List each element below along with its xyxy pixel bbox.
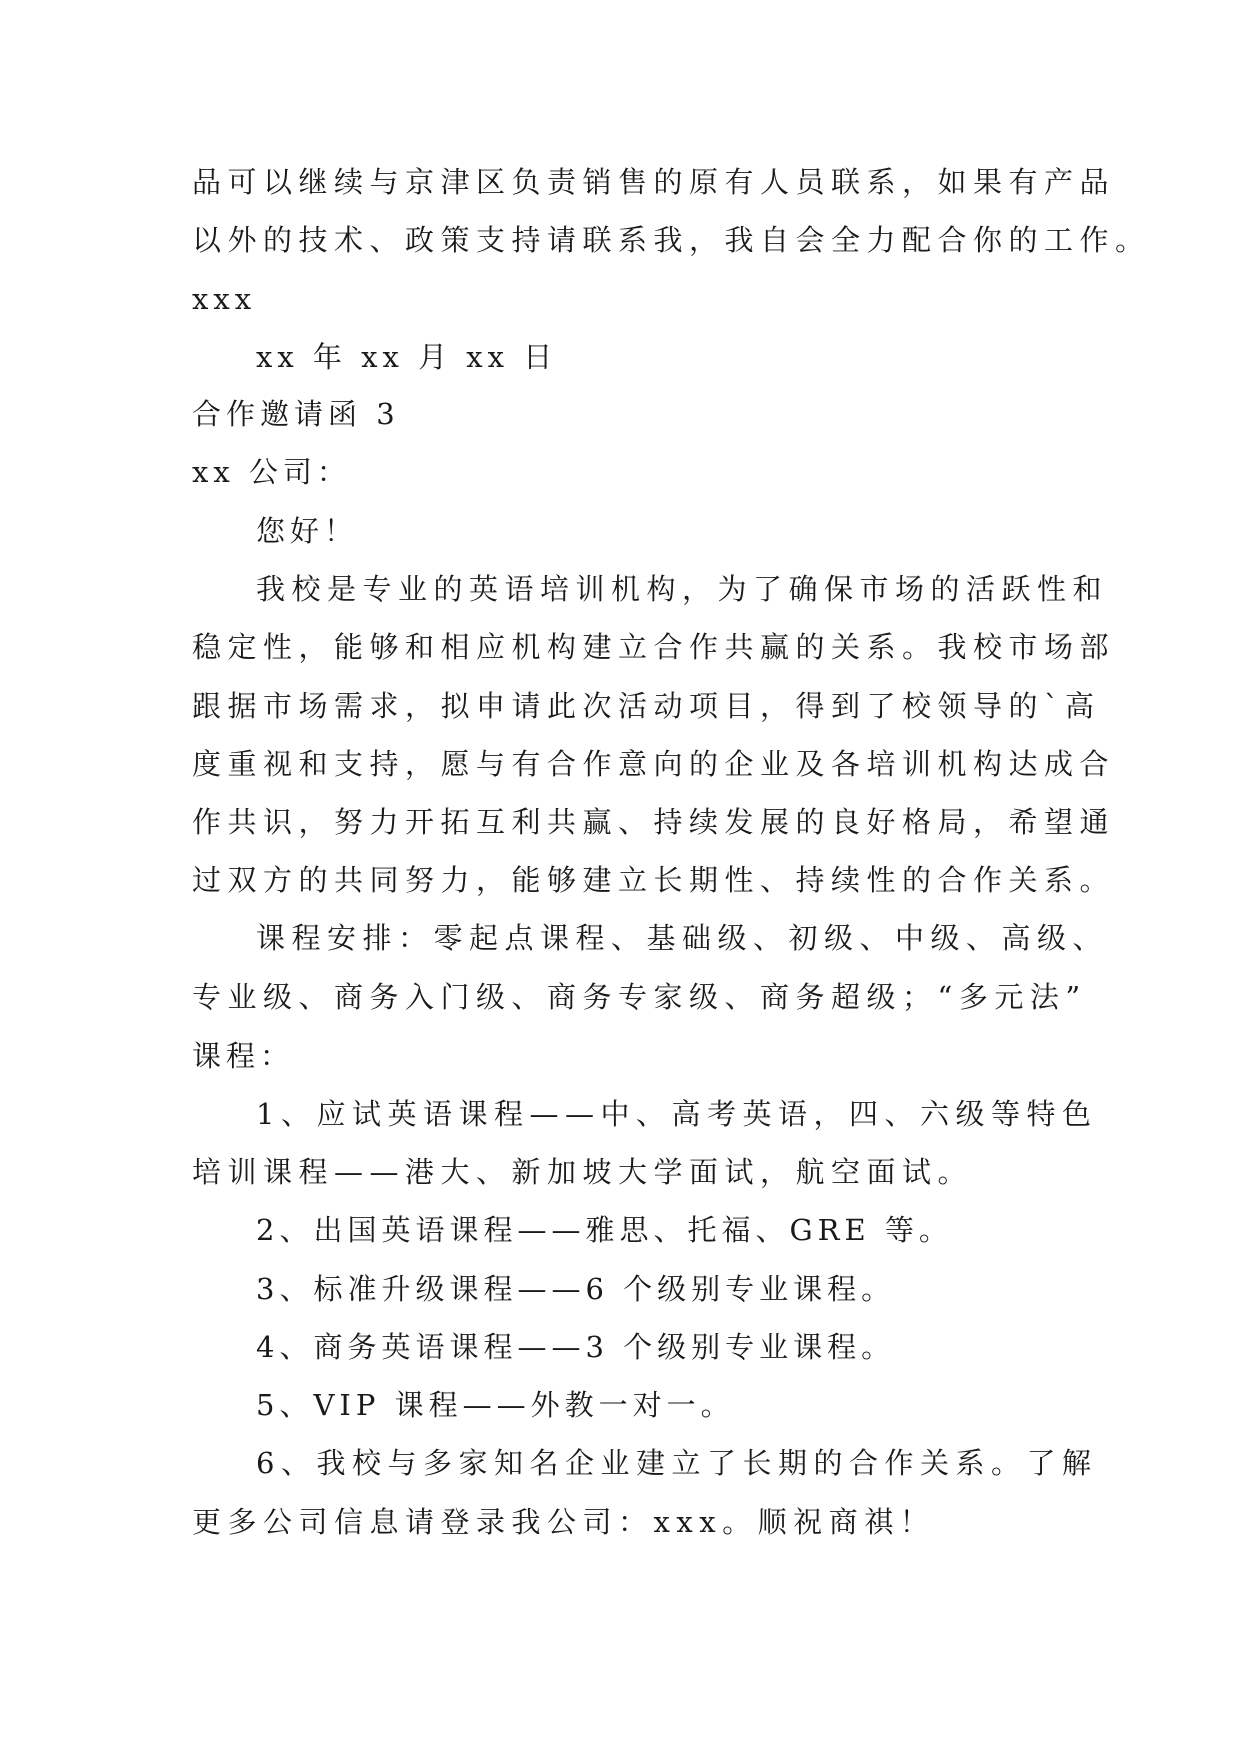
signature-date: xx 年 xx 月 xx 日	[256, 340, 558, 374]
letter-title: 合作邀请函 3	[192, 397, 400, 431]
paragraph-line: 课程安排：零起点课程、基础级、初级、中级、高级、	[256, 921, 1109, 955]
recipient: xx 公司：	[192, 455, 351, 489]
list-item: 3、标准升级课程——6 个级别专业课程。	[256, 1272, 896, 1306]
paragraph-line: 以外的技术、政策支持请联系我，我自会全力配合你的工作。	[192, 223, 1151, 257]
paragraph-line: 我校是专业的英语培训机构，为了确保市场的活跃性和	[256, 572, 1109, 606]
paragraph-line: 度重视和支持，愿与有合作意向的企业及各培训机构达成合	[192, 747, 1116, 781]
list-item: 4、商务英语课程——3 个级别专业课程。	[256, 1330, 896, 1364]
signature-name: xxx	[192, 282, 257, 316]
paragraph-line: 过双方的共同努力，能够建立长期性、持续性的合作关系。	[192, 863, 1116, 897]
list-item: 5、VIP 课程——外教一对一。	[256, 1388, 735, 1422]
paragraph-line: 专业级、商务入门级、商务专家级、商务超级；“多元法”	[192, 980, 1087, 1014]
list-item: 1、应试英语课程——中、高考英语，四、六级等特色	[256, 1097, 1098, 1131]
paragraph-line: 品可以继续与京津区负责销售的原有人员联系，如果有产品	[192, 165, 1116, 199]
greeting: 您好！	[256, 514, 359, 548]
paragraph-line: 稳定性，能够和相应机构建立合作共赢的关系。我校市场部	[192, 630, 1116, 664]
list-item: 6、我校与多家知名企业建立了长期的合作关系。了解	[256, 1446, 1098, 1480]
list-item: 2、出国英语课程——雅思、托福、GRE 等。	[256, 1213, 953, 1247]
paragraph-line: 跟据市场需求，拟申请此次活动项目，得到了校领导的`高	[192, 689, 1101, 723]
list-item-continuation: 培训课程——港大、新加坡大学面试，航空面试。	[192, 1155, 974, 1189]
paragraph-line: 课程：	[192, 1039, 295, 1073]
list-item-continuation: 更多公司信息请登录我公司：xxx。顺祝商祺！	[192, 1505, 936, 1539]
paragraph-line: 作共识，努力开拓互利共赢、持续发展的良好格局，希望通	[192, 805, 1116, 839]
